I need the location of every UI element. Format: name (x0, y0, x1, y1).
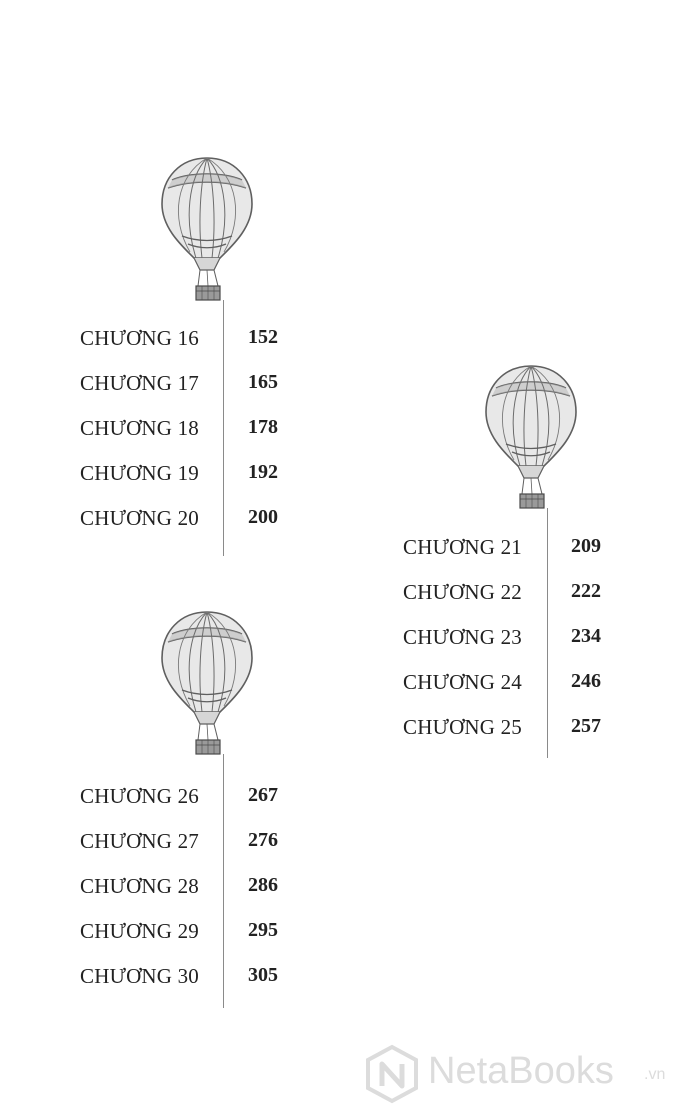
page-number: 267 (248, 784, 278, 806)
chapter-label: CHƯƠNG 25 (403, 715, 523, 739)
netabooks-watermark (362, 1044, 692, 1108)
chapter-label: CHƯƠNG 19 (80, 461, 200, 485)
page-number: 222 (571, 580, 601, 602)
chapter-label: CHƯƠNG 23 (403, 625, 523, 649)
chapter-label: CHƯƠNG 30 (80, 964, 200, 988)
chapter-label: CHƯƠNG 17 (80, 371, 200, 395)
chapter-label: CHƯƠNG 18 (80, 416, 200, 440)
chapter-label: CHƯƠNG 22 (403, 580, 523, 604)
chapter-label: CHƯƠNG 20 (80, 506, 200, 530)
chapter-label: CHƯƠNG 24 (403, 670, 523, 694)
page-number: 276 (248, 829, 278, 851)
page-number: 165 (248, 371, 278, 393)
chapter-label: CHƯƠNG 29 (80, 919, 200, 943)
page-number: 178 (248, 416, 278, 438)
page-number: 286 (248, 874, 278, 896)
divider-line (223, 754, 224, 1008)
chapter-label: CHƯƠNG 27 (80, 829, 200, 853)
page-number: 234 (571, 625, 601, 647)
chapter-label: CHƯƠNG 21 (403, 535, 523, 559)
page-number: 192 (248, 461, 278, 483)
netabooks-logo-icon (362, 1044, 422, 1104)
chapter-label: CHƯƠNG 28 (80, 874, 200, 898)
page-number: 152 (248, 326, 278, 348)
page-number: 257 (571, 715, 601, 737)
page-number: 209 (571, 535, 601, 557)
watermark-tld: .vn (644, 1066, 666, 1083)
page-number: 305 (248, 964, 278, 986)
page-number: 246 (571, 670, 601, 692)
page-number: 295 (248, 919, 278, 941)
chapter-label: CHƯƠNG 16 (80, 326, 200, 350)
watermark-brand: NetaBooks (428, 1050, 614, 1092)
hot-air-balloon-icon (160, 608, 256, 758)
chapter-label: CHƯƠNG 26 (80, 784, 200, 808)
page-number: 200 (248, 506, 278, 528)
